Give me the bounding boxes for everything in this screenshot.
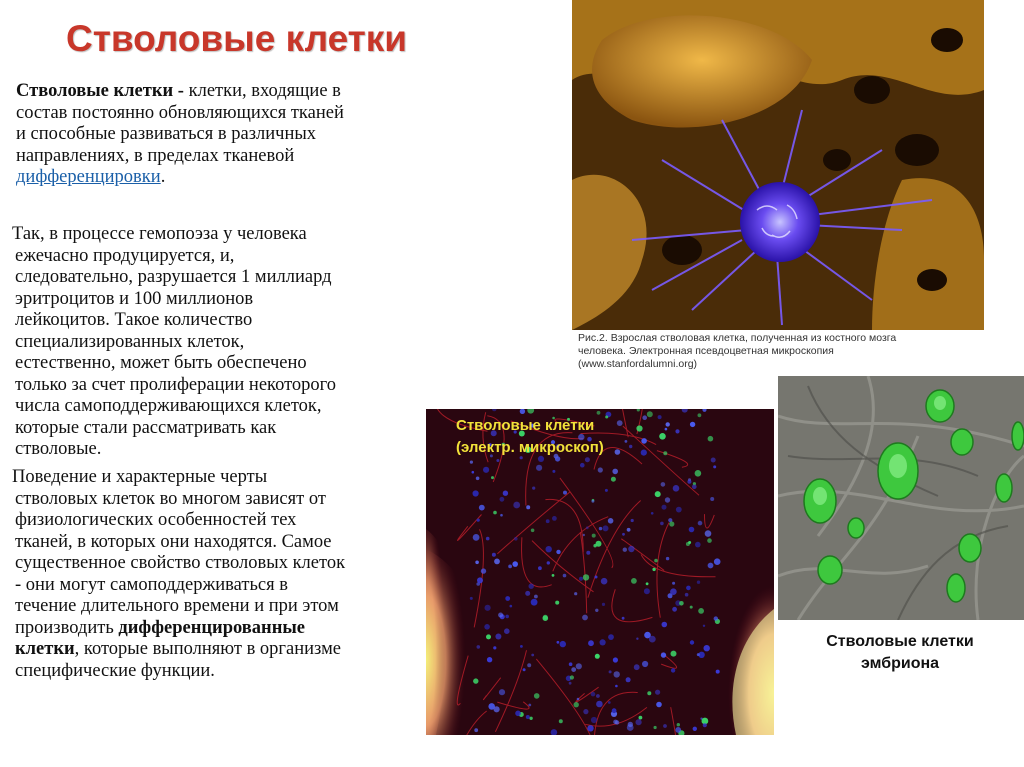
definition-line-2: состав постоянно обновляющихся тканей [16,102,344,123]
hematopoiesis-line: специализированных клеток, [15,331,245,352]
definition-term: Стволовые клетки - [16,81,184,101]
behavior-line: течение длительного времени и при этом [15,596,339,616]
hematopoiesis-line: эритроцитов и 100 миллионов [15,288,254,309]
hematopoiesis-line: ежечасно продуцируется, и, [15,245,235,266]
behavior-line: , которые выполняют в организме [74,639,341,659]
hematopoiesis-paragraph [12,224,422,461]
embryonic-stem-cells-photo [778,376,1024,620]
micrograph-caption-line: Рис.2. Взрослая стволовая клетка, полученная из костного мозга [578,332,897,344]
fluorescence-label-line: (электр. микроскоп) [456,439,604,456]
behavior-line: Поведение и характерные черты [12,467,268,487]
differentiation-link[interactable]: дифференцировки [16,167,161,187]
definition-paragraph [12,81,432,189]
fluorescence-label-line: Стволовые клетки [456,417,595,434]
cells-term: клетки [15,639,75,659]
slide-title: Стволовые клетки [66,18,408,59]
behavior-line: физиологических особенностей тех [15,510,297,530]
embryonic-caption-line: эмбриона [860,655,940,672]
behavior-line: специфические функции. [15,660,215,681]
hematopoiesis-line: лейкоцитов. Такое количество [15,310,253,330]
hematopoiesis-line: стволовые. [15,439,102,459]
hematopoiesis-line: которые стали рассматривать как [15,417,277,438]
hematopoiesis-line: естественно, может быть обеспечено [15,353,307,373]
hematopoiesis-line: следовательно, разрушается 1 миллиард [15,267,332,287]
embryonic-caption [780,631,1020,675]
hematopoiesis-line: только за счет пролиферации некоторого [15,374,337,395]
differentiated-term: дифференцированные [118,617,306,638]
behavior-line: - они могут самоподдерживаться в [15,574,288,595]
behavior-paragraph [12,467,427,682]
definition-end: . [160,167,166,187]
embryonic-caption-line: Стволовые клетки [826,633,974,650]
hematopoiesis-line: Так, в процессе гемопоэза у человека [12,224,307,244]
micrograph-caption-line: (www.stanfordalumni.org) [578,358,698,370]
micrograph-caption-line: человека. Электронная псевдоцветная микроскопия [578,345,834,357]
fluorescence-label [456,415,604,459]
behavior-line: производить [15,617,119,638]
definition-line-3: и способные развиваться в различных [16,124,317,144]
definition-line-1: клетки, входящие в [183,81,341,101]
behavior-line: тканей, в которых они находятся. Самое [15,531,332,552]
adult-stem-cell-micrograph [572,0,984,330]
micrograph-caption [578,332,1018,371]
hematopoiesis-line: числа самоподдерживающихся клеток, [15,396,322,416]
behavior-line: стволовых клеток во многом зависят от [15,488,326,509]
definition-line-4: направлениях, в пределах тканевой [16,145,295,166]
behavior-line: существенное свойство стволовых клеток [15,553,346,573]
